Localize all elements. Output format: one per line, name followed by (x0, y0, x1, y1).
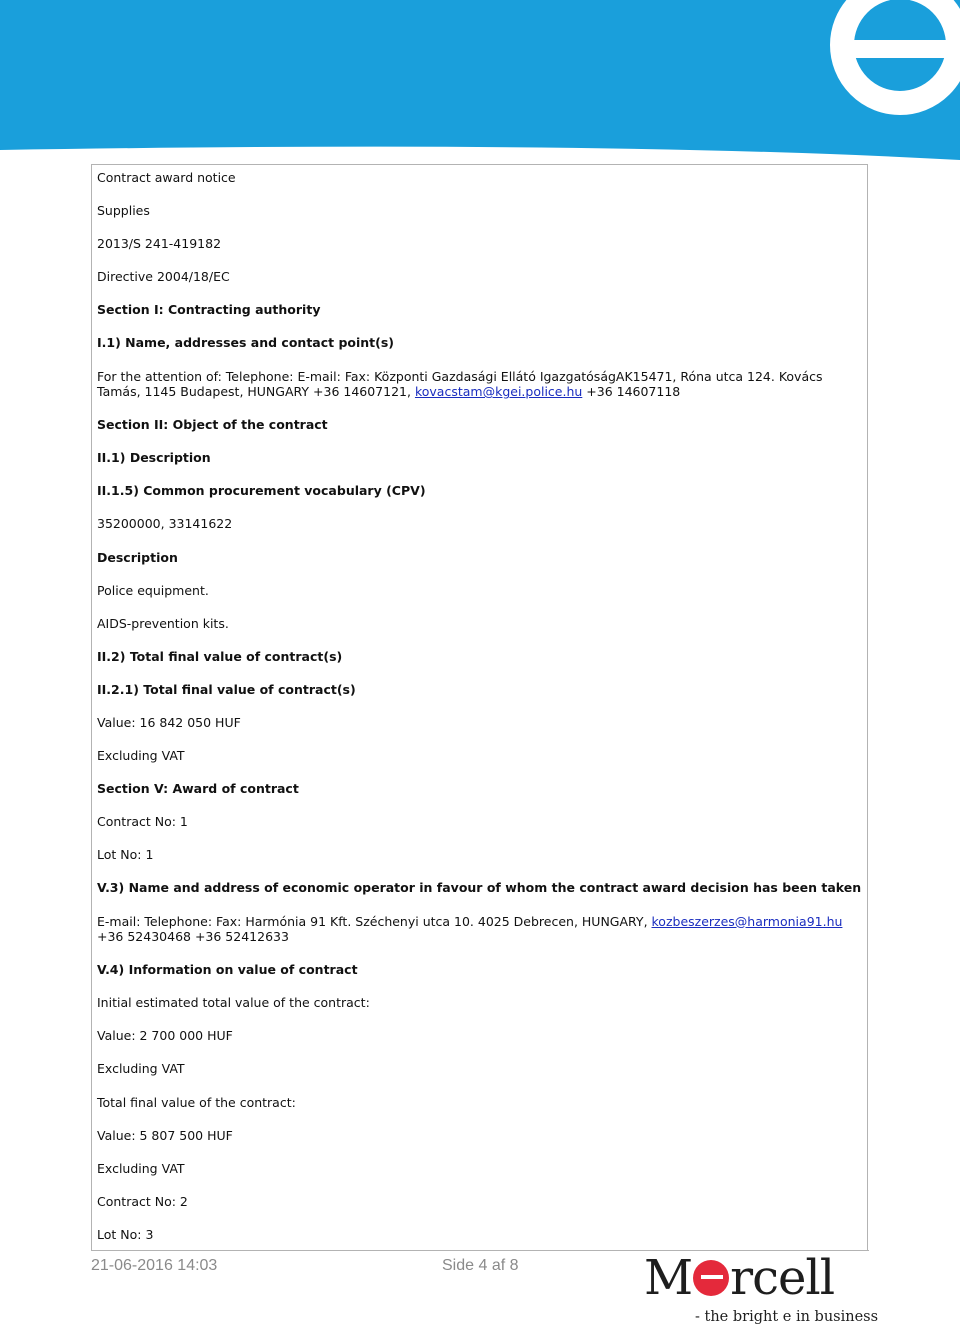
line-text: E-mail: Telephone: Fax: Harmónia 91 Kft. Széchenyi utca 10. 4025 Debrecen, HUNGARY, (97, 913, 652, 929)
document-line: Section I: Contracting authority (97, 302, 321, 318)
notice-content (91, 164, 868, 1250)
document-line: II.1) Description (97, 450, 211, 466)
document-line: V.3) Name and address of economic operator in favour of whom the contract award decision has been taken (97, 880, 862, 896)
email-link[interactable]: kozbeszerzes@harmonia91.hu (651, 913, 843, 929)
document-line: 35200000, 33141622 (97, 516, 233, 532)
marcell-logo (644, 1250, 879, 1329)
footer-page-number: Side 4 af 8 (442, 1257, 519, 1274)
line-text: +36 14607118 (582, 384, 681, 400)
document-line: Section II: Object of the contract (97, 417, 328, 433)
document-line: Excluding VAT (97, 748, 185, 764)
document-line: Directive 2004/18/EC (97, 269, 230, 285)
document-line: V.4) Information on value of contract (97, 962, 358, 978)
document-line: I.1) Name, addresses and contact point(s) (97, 335, 395, 351)
document-line: Lot No: 3 (97, 1226, 154, 1242)
document-line: Value: 2 700 000 HUF (97, 1028, 233, 1044)
document-line: Excluding VAT (97, 1061, 185, 1077)
brand-name (644, 1252, 834, 1304)
document-line: Description (97, 549, 178, 565)
document-line: Police equipment. (97, 582, 209, 598)
document-line: II.2.1) Total final value of contract(s) (97, 681, 356, 697)
line-text: For the attention of: Telephone: E-mail: Fax: Központi Gazdasági Ellátó IgazgatóságAK15471, Róna utca 124. Kovács Tamás, 1145 Budapest, HUNGARY +36 14607121, (97, 368, 823, 400)
document-line: II.2) Total final value of contract(s) (97, 648, 343, 664)
brand-tagline: - the bright e in business (695, 1309, 879, 1325)
banner-graphic (0, 0, 960, 160)
line-text: +36 52430468 +36 52412633 (97, 929, 289, 945)
top-banner (0, 0, 960, 160)
document-line: 2013/S 241-419182 (97, 236, 222, 252)
document-line: Initial estimated total value of the contract: (97, 995, 370, 1011)
document-line: Value: 16 842 050 HUF (97, 715, 241, 730)
document-line: Section V: Award of contract (97, 781, 299, 797)
document-line: Supplies (97, 203, 150, 219)
document-line: AIDS-prevention kits. (97, 615, 229, 631)
document-line: Contract No: 2 (97, 1193, 188, 1209)
document-line (97, 369, 867, 400)
document-line: Total final value of the contract: (97, 1094, 296, 1110)
footer-date: 21-06-2016 14:03 (91, 1257, 218, 1274)
document-line: Excluding VAT (97, 1160, 185, 1176)
brand-e-icon (693, 1260, 729, 1296)
document-line: Lot No: 1 (97, 847, 154, 863)
document-line: Contract award notice (97, 170, 236, 185)
document-line: Value: 5 807 500 HUF (97, 1127, 233, 1143)
brand-name-start: M (644, 1250, 693, 1306)
document-line: Contract No: 1 (97, 814, 188, 830)
email-link[interactable]: kovacstam@kgei.police.hu (414, 384, 583, 400)
document-line: II.1.5) Common procurement vocabulary (CPV) (97, 483, 426, 499)
brand-name-end: rcell (730, 1250, 835, 1306)
document-line (97, 914, 867, 945)
